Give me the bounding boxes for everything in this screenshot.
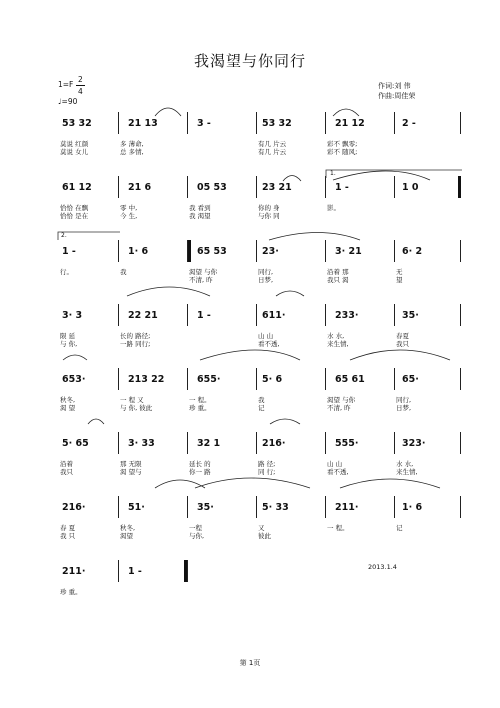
lyric-text: 与 你, 彼此	[120, 404, 153, 412]
measure-notes: 23 21	[262, 182, 292, 193]
measure-notes: 1· 6	[402, 502, 423, 513]
lyric-text: 一 程。	[189, 396, 211, 404]
measure-notes: 21 6	[128, 182, 152, 193]
measure-notes: 655·	[197, 374, 221, 385]
slur	[269, 233, 360, 241]
bar-line	[118, 304, 119, 326]
lyric-text: 我只	[60, 468, 73, 476]
measure-notes: 6· 2	[402, 246, 423, 257]
bar-line	[256, 368, 257, 390]
bar-line	[187, 304, 188, 326]
bar-line	[460, 368, 461, 390]
lyric-text: 不清, 昨	[327, 404, 351, 412]
lyric-text: 影。	[327, 204, 340, 212]
lyric-text: 长的 路径;	[120, 332, 151, 340]
bar-line	[187, 112, 188, 134]
bar-line	[325, 368, 326, 390]
bar-line	[325, 176, 326, 198]
bar-line	[256, 112, 257, 134]
measure-notes: 5· 6	[262, 374, 283, 385]
lyric-text: 日梦,	[396, 404, 412, 412]
lyric-text: 恰恰 在飘	[60, 204, 89, 212]
bar-line	[394, 432, 395, 454]
bar-line	[256, 240, 257, 262]
measure-notes: 61 12	[62, 182, 92, 193]
bar-line	[118, 240, 119, 262]
slur	[63, 355, 87, 360]
repeat-start-bar	[188, 240, 191, 262]
bar-line	[325, 240, 326, 262]
measure-notes: 213 22	[128, 374, 165, 385]
measure-notes: 35·	[197, 502, 214, 513]
lyric-text: 望	[396, 276, 403, 284]
slur	[155, 480, 205, 488]
lyric-text: 延长 的	[189, 460, 211, 468]
measure-notes: 51·	[128, 502, 145, 513]
lyric-text: 记	[258, 404, 265, 412]
measure-notes: 5· 33	[262, 502, 289, 513]
lyric-text: 秋冬,	[120, 524, 136, 532]
lyric-text: 你一 路	[189, 468, 211, 476]
lyric-text: 与 你,	[60, 340, 78, 348]
lyric-text: 不清, 昨	[189, 276, 213, 284]
tempo-marking: ♩=90	[58, 97, 78, 106]
measure-notes: 65·	[402, 374, 419, 385]
measure-notes: 3· 21	[335, 246, 362, 257]
measure-notes: 22 21	[128, 310, 158, 321]
lyric-text: 有几 片云	[258, 140, 287, 148]
bar-line	[460, 304, 461, 326]
lyric-text: 水 水,	[396, 460, 414, 468]
bar-line	[394, 112, 395, 134]
lyric-text: 那 无限	[120, 460, 142, 468]
key-signature: 1=F	[58, 80, 74, 89]
lyric-text: 一 程。	[327, 524, 349, 532]
lyric-text: 我 渴望	[189, 212, 211, 220]
lyric-text: 总 多情,	[120, 148, 144, 156]
lyric-text: 一 程 又	[120, 396, 144, 404]
measure-notes: 65 61	[335, 374, 365, 385]
lyric-text: 一路 同行;	[120, 340, 151, 348]
lyric-text: 又	[258, 524, 265, 532]
lyric-text: 珍 重。	[189, 404, 211, 412]
lyric-text: 我	[258, 396, 265, 404]
slur	[155, 108, 181, 116]
time-signature-line	[76, 85, 85, 86]
slur	[88, 419, 104, 424]
lyric-text: 限 延	[60, 332, 76, 340]
lyric-text: 秋冬,	[60, 396, 76, 404]
lyric-text: 路 径;	[258, 460, 276, 468]
bar-line	[256, 304, 257, 326]
measure-notes: 323·	[402, 438, 426, 449]
volta-2-label: 2.	[61, 232, 67, 239]
lyric-text: 零 中,	[120, 204, 138, 212]
lyric-text: 我	[120, 268, 127, 276]
bar-line	[325, 304, 326, 326]
lyric-text: 渴望	[120, 532, 133, 540]
lyric-text: 一程	[189, 524, 202, 532]
repeat-end-bar	[458, 176, 461, 198]
bar-line	[187, 496, 188, 518]
credits	[378, 81, 415, 101]
lyric-text: 来生情,	[396, 468, 418, 476]
lyric-text: 无	[396, 268, 403, 276]
bar-line	[118, 368, 119, 390]
measure-notes: 611·	[262, 310, 286, 321]
bar-line	[118, 560, 119, 582]
measure-notes: 1 -	[128, 566, 142, 577]
lyric-text: 与你,	[189, 532, 205, 540]
measure-notes: 53 32	[262, 118, 292, 129]
slur	[276, 291, 304, 296]
lyric-text: 恰恰 是在	[60, 212, 89, 220]
lyric-text: 春 夏	[60, 524, 76, 532]
lyric-text: 多 薄命,	[120, 140, 144, 148]
bar-line	[187, 560, 188, 582]
lyric-text: 莫说 女儿	[60, 148, 89, 156]
slur	[127, 287, 210, 296]
lyric-text: 今 生,	[120, 212, 138, 220]
measure-notes: 555·	[335, 438, 359, 449]
measure-notes: 233·	[335, 310, 359, 321]
bar-line	[460, 112, 461, 134]
bar-line	[118, 112, 119, 134]
lyric-text: 渴望 与你	[189, 268, 218, 276]
bar-line	[325, 496, 326, 518]
lyric-text: 沿着	[60, 460, 73, 468]
lyric-text: 我只 渴	[327, 276, 349, 284]
bar-line	[460, 432, 461, 454]
bar-line	[256, 176, 257, 198]
lyric-text: 彩不 随风;	[327, 148, 358, 156]
bar-line	[325, 432, 326, 454]
bar-line	[460, 496, 461, 518]
slur	[283, 176, 301, 182]
lyric-text: 我 看到	[189, 204, 211, 212]
slur	[270, 419, 300, 424]
time-signature-denominator: 4	[78, 87, 83, 96]
lyric-text: 沿着 那	[327, 268, 349, 276]
lyric-text: 同 行;	[258, 468, 276, 476]
lyric-text: 水 水,	[327, 332, 345, 340]
lyric-text: 珍 重。	[60, 588, 82, 596]
bar-line	[118, 176, 119, 198]
bar-line	[394, 368, 395, 390]
lyric-text: 渴望 与你	[327, 396, 356, 404]
measure-notes: 211·	[62, 566, 86, 577]
bar-line	[118, 432, 119, 454]
bar-line	[118, 496, 119, 518]
bar-line	[187, 368, 188, 390]
bar-line	[256, 496, 257, 518]
measure-notes: 32 1	[197, 438, 221, 449]
slur	[195, 478, 310, 488]
bar-line	[187, 432, 188, 454]
measure-notes: 3 -	[197, 118, 211, 129]
date-stamp: 2013.1.4	[368, 563, 397, 571]
bar-line	[325, 112, 326, 134]
slur	[333, 109, 359, 116]
measure-notes: 21 12	[335, 118, 365, 129]
lyric-text: 同行,	[396, 396, 412, 404]
measure-notes: 211·	[335, 502, 359, 513]
measure-notes: 2 -	[402, 118, 416, 129]
volta-1-label: 1.	[330, 170, 336, 177]
bar-line	[256, 432, 257, 454]
lyric-text: 我 只	[60, 532, 76, 540]
lyric-text: 与你 同	[258, 212, 280, 220]
lyric-text: 我只	[396, 340, 409, 348]
bar-line	[394, 240, 395, 262]
bar-line	[460, 240, 461, 262]
lyric-text: 你的 身	[258, 204, 280, 212]
lyric-text: 莫说 红颜	[60, 140, 89, 148]
slur	[340, 479, 440, 488]
lyric-text: 来生情,	[327, 340, 349, 348]
lyric-text: 彩不 飘零;	[327, 140, 358, 148]
lyric-text: 记	[396, 524, 403, 532]
lyric-text: 渴 望	[60, 404, 76, 412]
slur	[333, 171, 430, 180]
bar-line	[394, 496, 395, 518]
time-signature-numerator: 2	[78, 75, 83, 84]
measure-notes: 3· 33	[128, 438, 155, 449]
lyric-text: 春夏	[396, 332, 409, 340]
measure-notes: 1 -	[197, 310, 211, 321]
measure-notes: 53 32	[62, 118, 92, 129]
lyric-text: 山 山	[258, 332, 274, 340]
composer-credit: 作曲:周佳荣	[378, 92, 416, 100]
lyric-text: 看不透,	[258, 340, 280, 348]
song-title: 我渴望与你同行	[193, 52, 306, 70]
measure-notes: 653·	[62, 374, 86, 385]
lyric-text: 山 山	[327, 460, 343, 468]
lyric-text: 同行,	[258, 268, 274, 276]
measure-notes: 5· 65	[62, 438, 89, 449]
lyric-text: 渴 望与	[120, 468, 142, 476]
measure-notes: 23·	[262, 246, 279, 257]
measure-notes: 1 0	[402, 182, 419, 193]
slur	[200, 350, 300, 360]
lyric-text: 看不透,	[327, 468, 349, 476]
volta-2-bracket	[58, 232, 120, 240]
bar-line	[187, 176, 188, 198]
measure-notes: 216·	[262, 438, 286, 449]
bar-line	[394, 304, 395, 326]
slur	[350, 350, 450, 360]
final-bar	[184, 560, 187, 582]
lyric-text: 有几 片云	[258, 148, 287, 156]
measure-notes: 1· 6	[128, 246, 149, 257]
measure-notes: 35·	[402, 310, 419, 321]
measure-notes: 216·	[62, 502, 86, 513]
lyric-text: 日梦,	[258, 276, 274, 284]
measure-notes: 21 13	[128, 118, 158, 129]
measure-notes: 1 -	[335, 182, 349, 193]
lyric-text: 行。	[60, 268, 73, 276]
measure-notes: 65 53	[197, 246, 227, 257]
measure-notes: 1 -	[62, 246, 76, 257]
page-number: 第 1页	[239, 659, 261, 667]
measure-notes: 05 53	[197, 182, 227, 193]
bar-line	[394, 176, 395, 198]
lyricist-credit: 作词:刘 伟	[378, 82, 411, 90]
measure-notes: 3· 3	[62, 310, 83, 321]
lyric-text: 彼此	[258, 532, 271, 540]
